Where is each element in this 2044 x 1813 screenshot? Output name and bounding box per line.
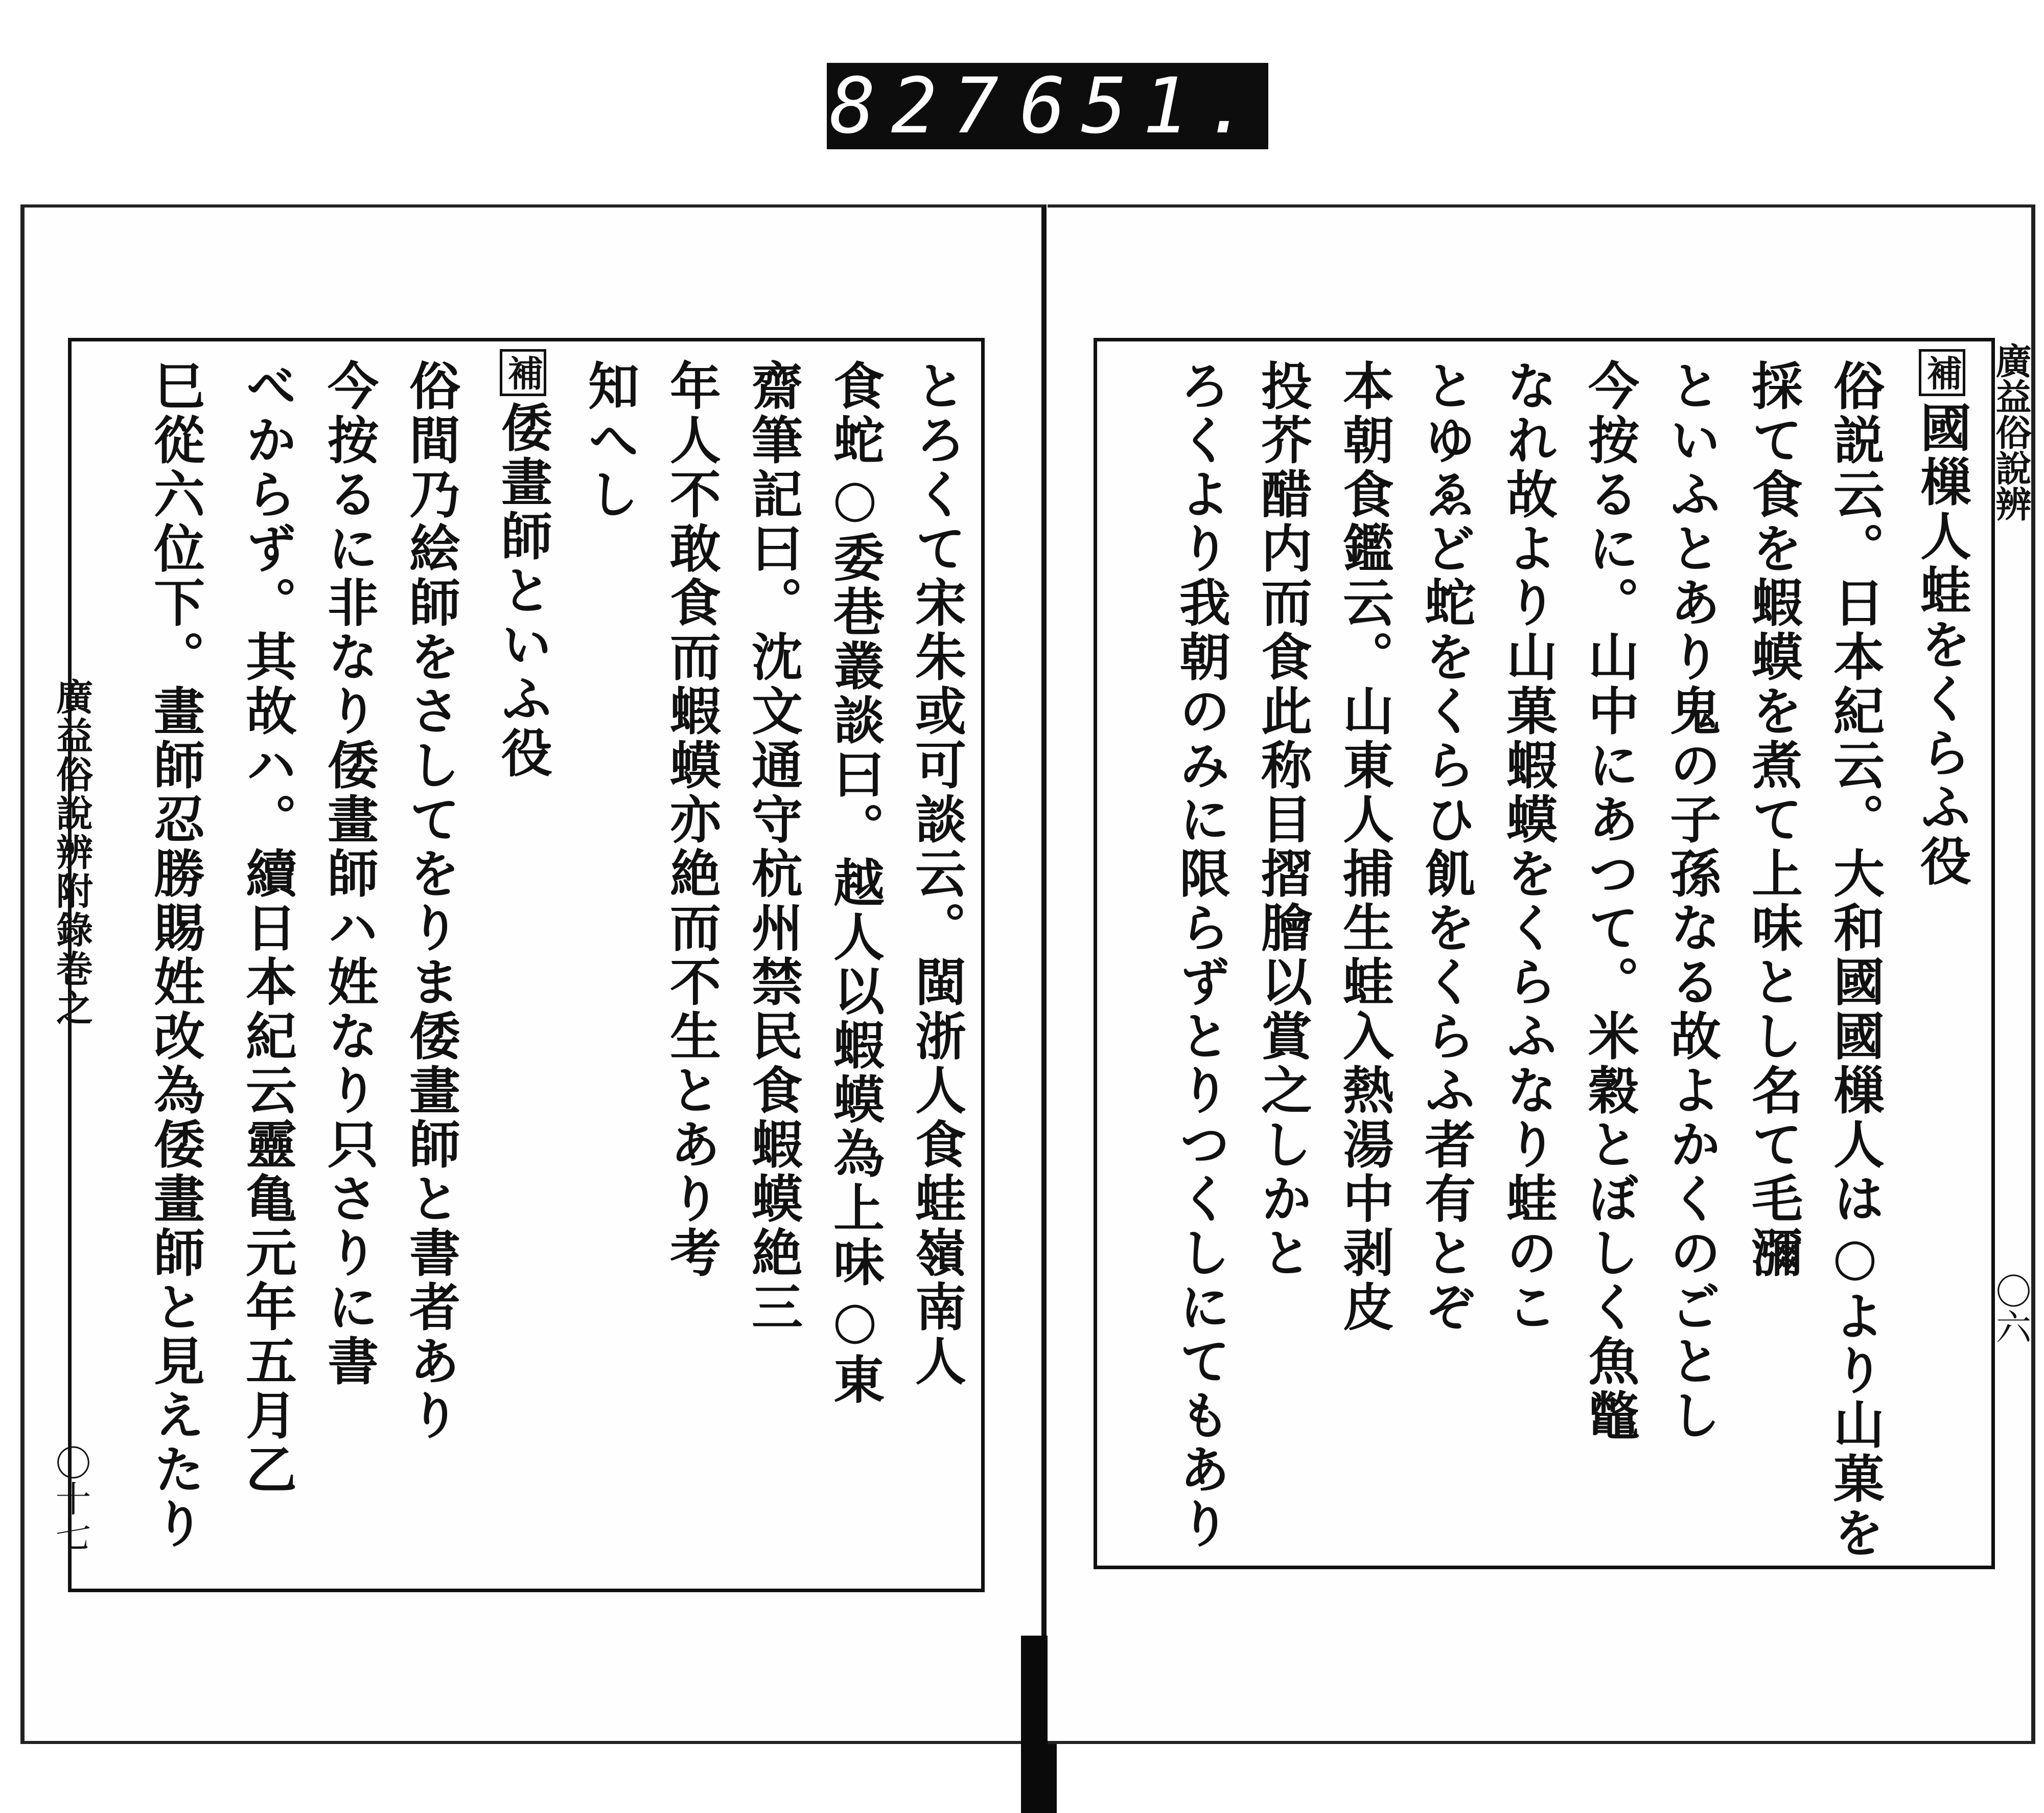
right-side-folio: 〇六 bbox=[1990, 1273, 2032, 1344]
left-text-frame bbox=[68, 338, 985, 1592]
right-col-3: 採て食を蝦蟆を煮て上味とし名て毛瀰 bbox=[1743, 359, 1803, 1280]
right-col-1 bbox=[1912, 349, 1972, 889]
left-col-9: べからず。其故ハ。續日本紀云靈亀元年五月乙 bbox=[237, 359, 297, 1497]
right-col-8: 本朝食鑑云。山東人捕生蛙入熱湯中剥皮 bbox=[1334, 359, 1395, 1335]
right-section-title: 國樔人蛙をくらふ役 bbox=[1912, 401, 1972, 889]
left-section-title: 倭畫師といふ役 bbox=[493, 401, 553, 781]
right-col-5: 今按るに。山中にあつて。米穀とぼしく魚鼈 bbox=[1580, 359, 1640, 1443]
right-col-6: なれ故より山菓蝦蟆をくらふなり蛙のこ bbox=[1498, 359, 1558, 1335]
right-text-frame bbox=[1094, 338, 1995, 1569]
left-side-folio: 〇十七 bbox=[50, 1444, 91, 1552]
right-col-7: とゆゑど蛇をくらひ飢をくらふ者有とぞ bbox=[1416, 359, 1476, 1335]
left-col-7: 俗間乃絵師をさしてをりま倭畫師と書者あり bbox=[401, 359, 461, 1443]
left-col-1: とろくて宋朱或可談云。閩浙人食蛙嶺南人 bbox=[907, 359, 967, 1389]
right-side-title: 廣益俗說辨 bbox=[1990, 342, 2032, 521]
right-page bbox=[1048, 204, 2035, 1744]
left-page bbox=[20, 204, 1047, 1744]
right-col-10: ろくより我朝のみに限らずとりつくしにてもあり bbox=[1171, 359, 1231, 1551]
left-col-2: 食蛇○委巷叢談曰。越人以蝦蟆為上味○東 bbox=[825, 359, 885, 1407]
label-right-number: 651. bbox=[1019, 61, 1266, 151]
left-section-badge: 補 bbox=[500, 349, 547, 396]
left-col-4: 年人不敢食而蝦蟆亦絶而不生とあり考 bbox=[661, 359, 722, 1280]
label-plate bbox=[823, 59, 1272, 153]
left-col-6 bbox=[493, 349, 553, 781]
right-col-2: 俗説云。日本紀云。大和國國樔人は○より山菓を bbox=[1825, 359, 1885, 1560]
left-col-3: 齋筆記曰。沈文通守杭州禁民食蝦蟆絶三 bbox=[743, 359, 803, 1335]
left-col-10: 巳從六位下。畫師忍勝賜姓改為倭畫師と見えたり bbox=[145, 359, 205, 1551]
right-col-9: 投芥醋内而食此称目摺膾以賞之しかと bbox=[1252, 359, 1313, 1280]
left-col-8: 今按るに非なり倭畫師ハ姓なり只さりに書 bbox=[319, 359, 379, 1389]
label-left-number: 827 bbox=[829, 61, 1014, 151]
left-side-title: 廣益俗說辨附錄巻之 bbox=[50, 678, 94, 1027]
right-section-badge: 補 bbox=[1919, 349, 1966, 396]
right-col-4: といふとあり鬼の子孫なる故よかくのごとし bbox=[1661, 359, 1722, 1443]
left-col-5: 知へし bbox=[579, 359, 640, 522]
